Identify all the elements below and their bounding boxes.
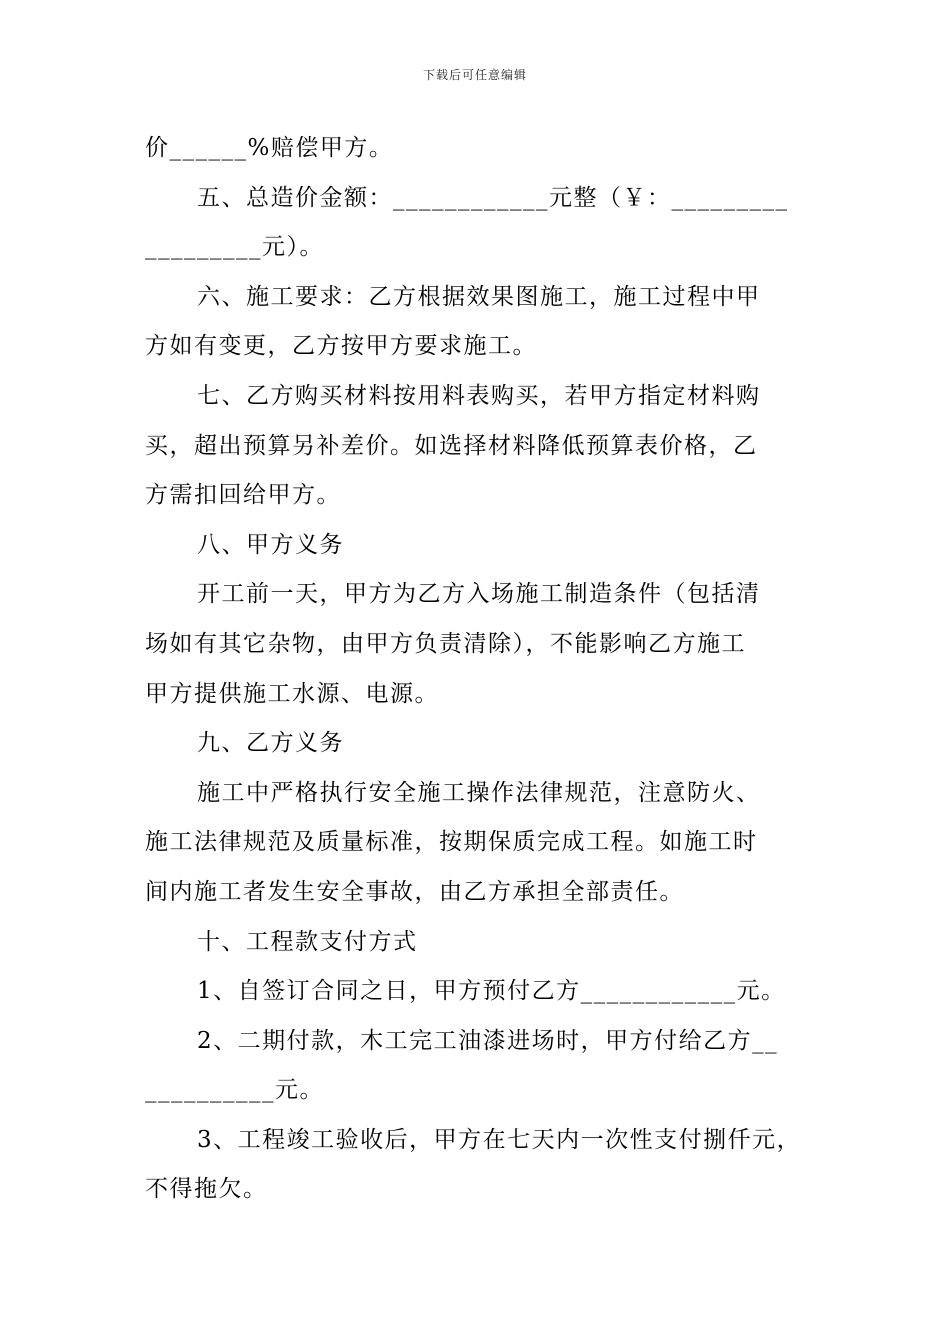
text-line: 方需扣回给甲方。 xyxy=(145,482,341,509)
document-body xyxy=(145,124,810,1215)
text-line: 施工中严格执行安全施工操作法律规范，注意防火、 xyxy=(197,779,761,806)
text-line: 3、工程竣工验收后，甲方在七天内一次性支付捌仟元， xyxy=(197,1126,802,1153)
text-line: _________元）。 xyxy=(145,234,324,261)
text-line: 甲方提供施工水源、电源。 xyxy=(145,680,439,707)
text-line: 五、总造价金额：____________元整（￥：_________ xyxy=(197,184,789,211)
text-line: 九、乙方义务 xyxy=(197,730,344,757)
text-line: 1、自签订合同之日，甲方预付乙方____________元。 xyxy=(197,978,786,1005)
text-line: 八、甲方义务 xyxy=(197,531,344,558)
text-line: 买，超出预算另补差价。如选择材料降低预算表价格，乙 xyxy=(145,432,758,459)
text-line: __________元。 xyxy=(145,1077,324,1104)
text-line: 价______%赔偿甲方。 xyxy=(145,135,394,161)
text-line: 施工法律规范及质量标准，按期保质完成工程。如施工时 xyxy=(145,829,758,856)
text-line: 方如有变更，乙方按甲方要求施工。 xyxy=(145,333,537,360)
page-header: 下载后可任意编辑 xyxy=(422,68,527,82)
text-line: 间内施工者发生安全事故，由乙方承担全部责任。 xyxy=(145,878,684,905)
text-line: 六、施工要求：乙方根据效果图施工，施工过程中甲 xyxy=(197,283,761,310)
text-line: 场如有其它杂物，由甲方负责清除），不能影响乙方施工 xyxy=(145,630,746,657)
text-line: 不得拖欠。 xyxy=(145,1176,268,1203)
text-line: 开工前一天，甲方为乙方入场施工制造条件（包括清 xyxy=(197,581,761,608)
text-line: 七、乙方购买材料按用料表购买，若甲方指定材料购 xyxy=(197,382,761,409)
text-line: 2、二期付款，木工完工油漆进场时，甲方付给乙方__ xyxy=(197,1027,779,1054)
text-line: 十、工程款支付方式 xyxy=(197,928,418,955)
